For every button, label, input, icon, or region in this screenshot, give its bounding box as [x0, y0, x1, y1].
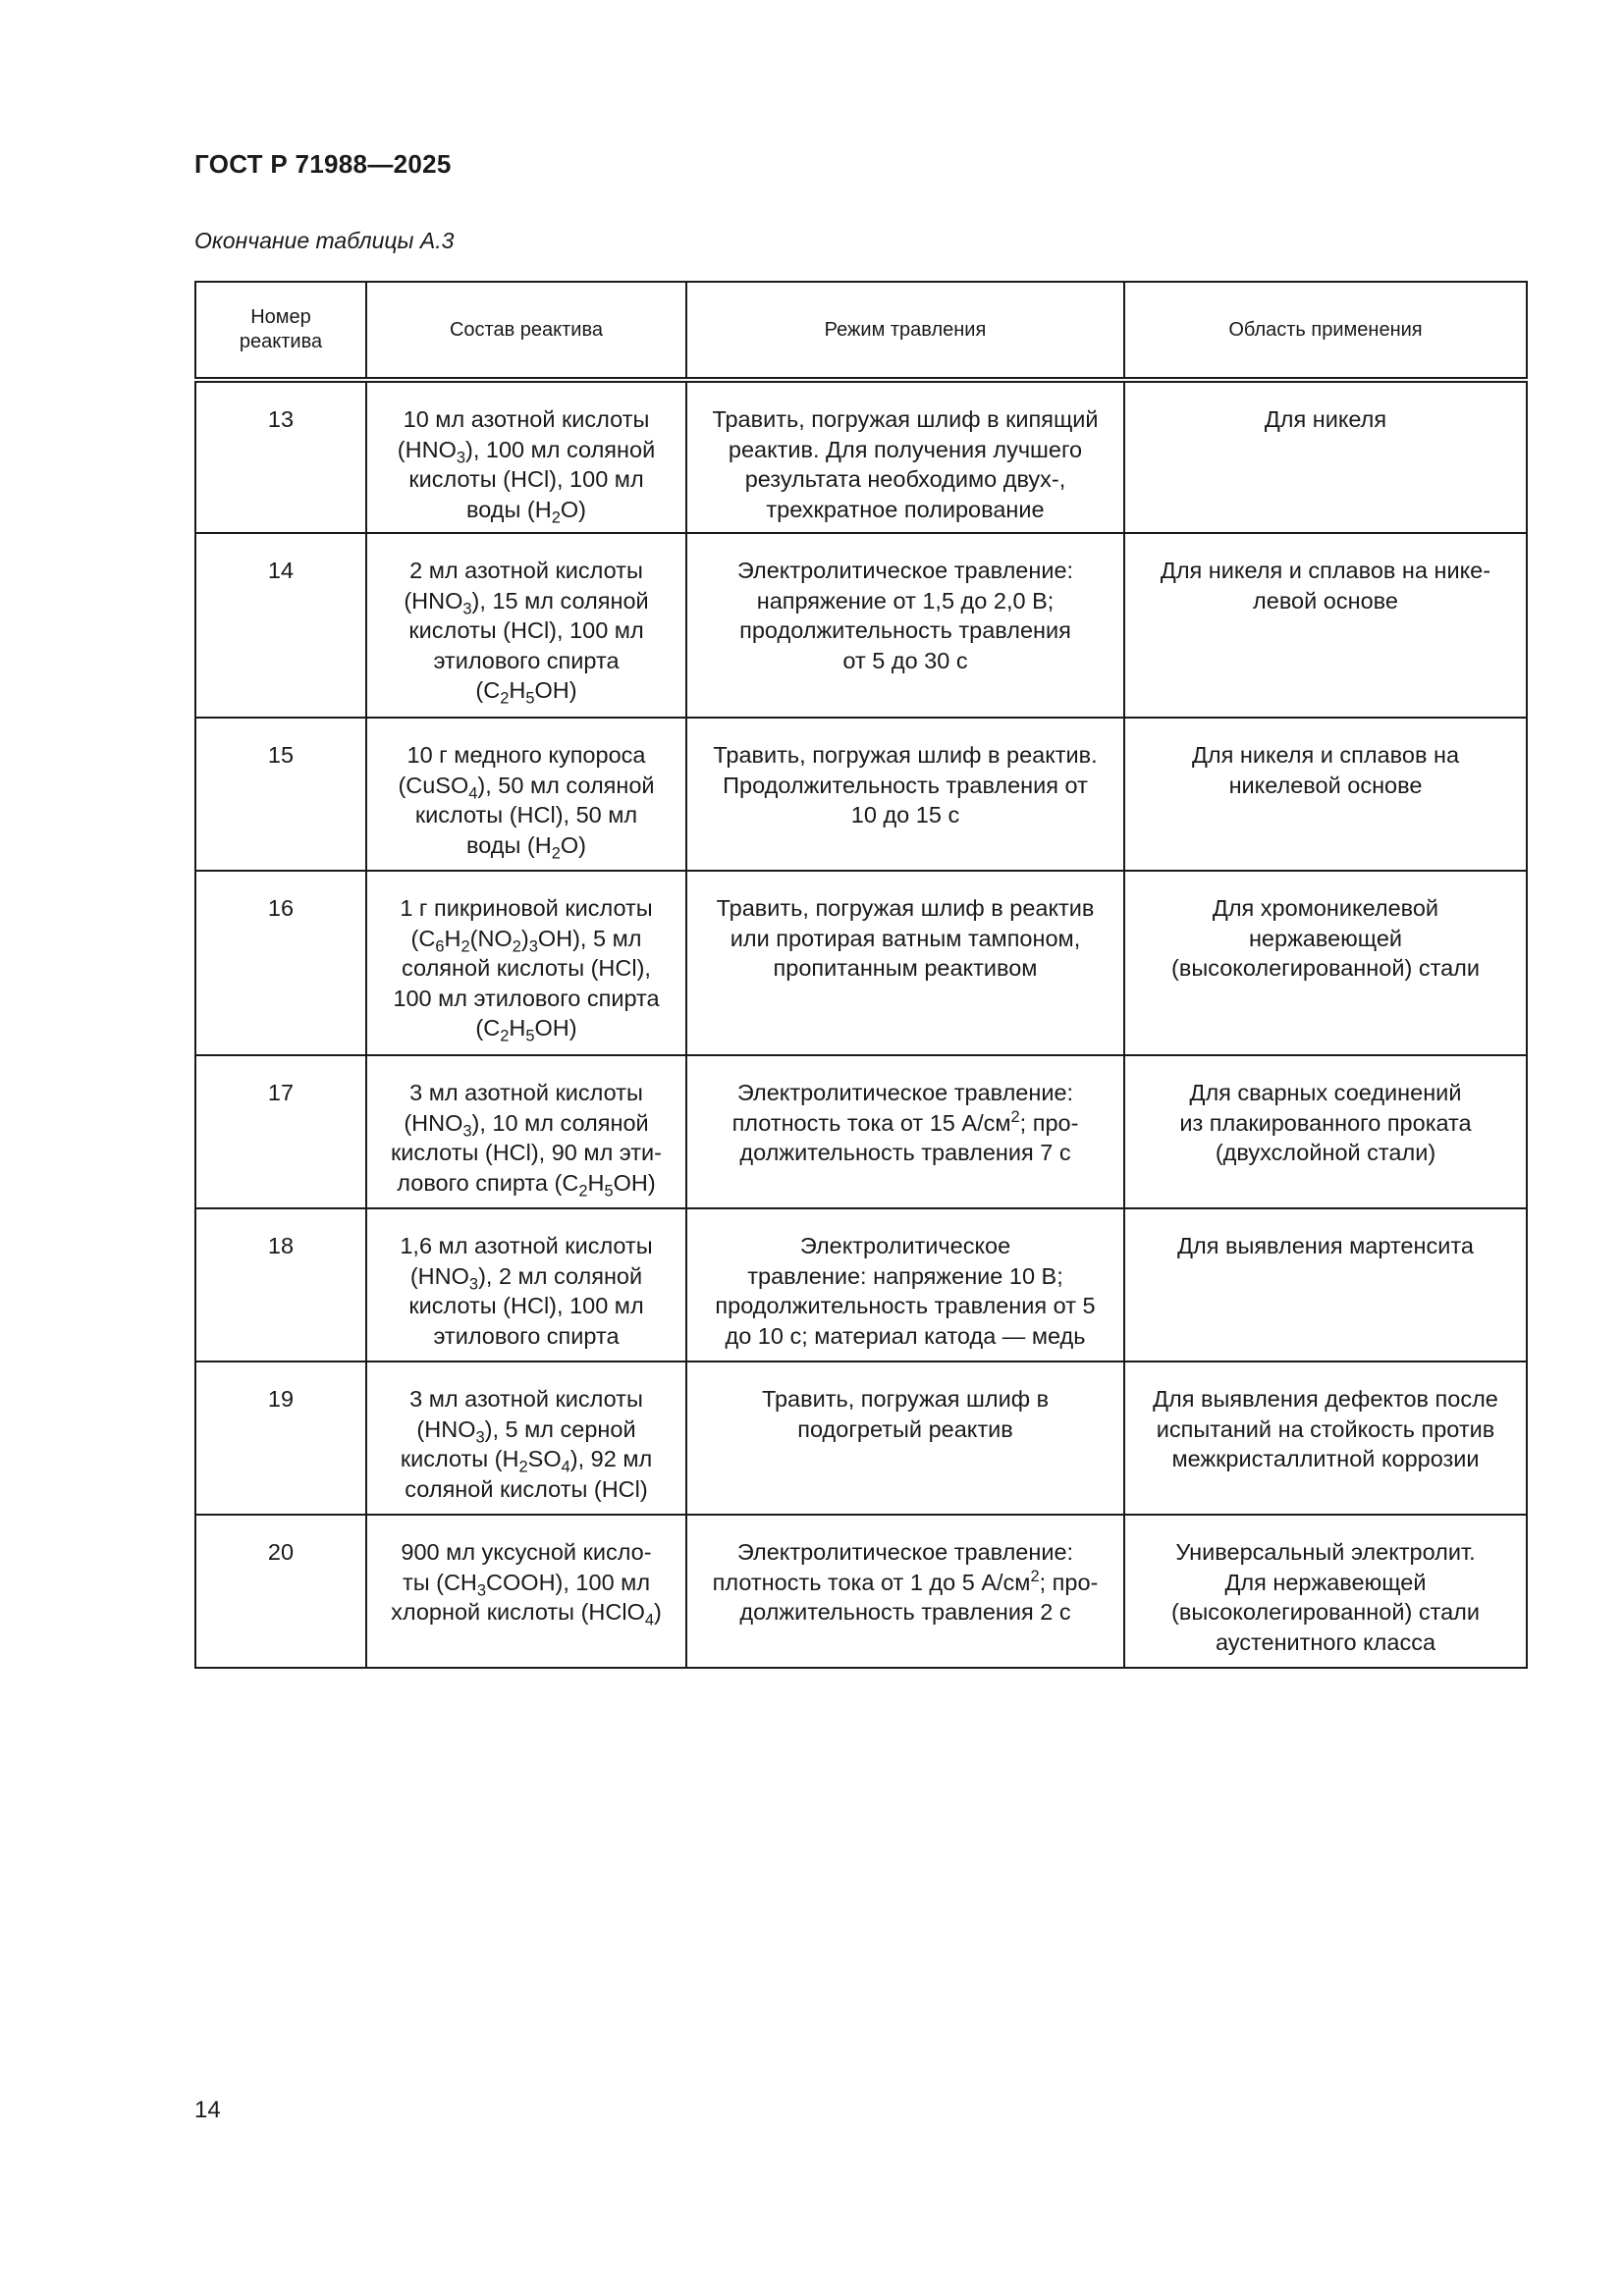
cell-application-area: Для никеля — [1124, 380, 1527, 533]
header-application-area: Область применения — [1124, 282, 1527, 380]
cell-etching-mode: Травить, погружая шлиф в реактив или протирая ватным тампоном, пропитанным реактивом — [686, 871, 1124, 1055]
table-row — [195, 1208, 1527, 1362]
cell-application-area: Для никеля и сплавов на никелевой основе — [1124, 718, 1527, 871]
cell-etching-mode: Травить, погружая шлиф в подогретый реактив — [686, 1362, 1124, 1515]
document-header: ГОСТ Р 71988—2025 — [194, 149, 452, 179]
cell-composition: 1,6 мл азотной кислоты $(HNO_3)$, 2 мл соляной кислоты (HCl), 100 мл этилового спирта — [366, 1208, 686, 1362]
cell-composition: 3 мл азотной кислоты $(HNO_3)$, 5 мл серной кислоты $(H_2SO_4)$, 92 мл соляной кислоты (HCl) — [366, 1362, 686, 1515]
cell-etching-mode: Травить, погружая шлиф в кипящий реактив. Для получения лучшего результата необходимо двух-, трехкратное полирование — [686, 380, 1124, 533]
cell-application-area: Для выявления дефектов после испытаний на стойкость против межкристаллитной коррозии — [1124, 1362, 1527, 1515]
cell-application-area: Универсальный электролит. Для нержавеющей (высоколегированной) стали аустенитного класса — [1124, 1515, 1527, 1668]
cell-composition: 10 г медного купороса (CuSO$_4$), 50 мл соляной кислоты (HCl), 50 мл воды $(H_2O)$ — [366, 718, 686, 871]
cell-composition: 2 мл азотной кислоты $(HNO_3)$, 15 мл соляной кислоты (HCl), 100 мл этилового спирта $(C_2H_5OH)$ — [366, 533, 686, 718]
cell-etching-mode: Травить, погружая шлиф в реактив. Продолжительность травления от 10 до 15 с — [686, 718, 1124, 871]
table-caption: Окончание таблицы А.3 — [194, 228, 455, 253]
cell-number: 15 — [195, 718, 366, 871]
cell-number: 16 — [195, 871, 366, 1055]
cell-application-area: Для никеля и сплавов на нике- левой основе — [1124, 533, 1527, 718]
cell-number: 13 — [195, 380, 366, 533]
reagent-table — [194, 281, 1528, 1669]
table-row — [195, 1362, 1527, 1515]
cell-composition: 900 мл уксусной кисло- ты $(CH_3COOH)$, 100 мл хлорной кислоты (HClO$_4$) — [366, 1515, 686, 1668]
cell-number: 19 — [195, 1362, 366, 1515]
table-row — [195, 380, 1527, 533]
cell-composition: 3 мл азотной кислоты $(HNO_3)$, 10 мл соляной кислоты (HCl), 90 мл эти- лового спирта $(C_2H_5OH)$ — [366, 1055, 686, 1208]
cell-number: 18 — [195, 1208, 366, 1362]
cell-application-area: Для хромоникелевой нержавеющей (высоколегированной) стали — [1124, 871, 1527, 1055]
table-row — [195, 1055, 1527, 1208]
header-reagent-number: Номер реактива — [195, 282, 366, 380]
header-etching-mode: Режим травления — [686, 282, 1124, 380]
cell-etching-mode: Электролитическое травление: плотность тока от 15 $А/см^2$; про- должительность травления 7 с — [686, 1055, 1124, 1208]
cell-composition: 10 мл азотной кислоты $(HNO_3)$, 100 мл соляной кислоты (HCl), 100 мл воды $(H_2O)$ — [366, 380, 686, 533]
cell-application-area: Для сварных соединений из плакированного проката (двухслойной стали) — [1124, 1055, 1527, 1208]
cell-number: 20 — [195, 1515, 366, 1668]
header-composition: Состав реактива — [366, 282, 686, 380]
cell-etching-mode: Электролитическое травление: напряжение 10 В; продолжительность травления от 5 до 10 с; материал катода — медь — [686, 1208, 1124, 1362]
cell-etching-mode: Электролитическое травление: плотность тока от 1 до 5 $А/см^2$; про- должительность травления 2 с — [686, 1515, 1124, 1668]
cell-number: 17 — [195, 1055, 366, 1208]
cell-number: 14 — [195, 533, 366, 718]
table-row — [195, 871, 1527, 1055]
cell-etching-mode: Электролитическое травление: напряжение от 1,5 до 2,0 В; продолжительность травления от 5 до 30 с — [686, 533, 1124, 718]
cell-composition: 1 г пикриновой кислоты $(C_6H_2(NO_2)_3OH)$, 5 мл соляной кислоты (HCl), 100 мл этилового спирта $(C_2H_5OH)$ — [366, 871, 686, 1055]
page-number: 14 — [194, 2097, 221, 2123]
table-header-row — [195, 282, 1527, 380]
table-row — [195, 533, 1527, 718]
cell-application-area: Для выявления мартенсита — [1124, 1208, 1527, 1362]
table-row — [195, 1515, 1527, 1668]
table-row — [195, 718, 1527, 871]
